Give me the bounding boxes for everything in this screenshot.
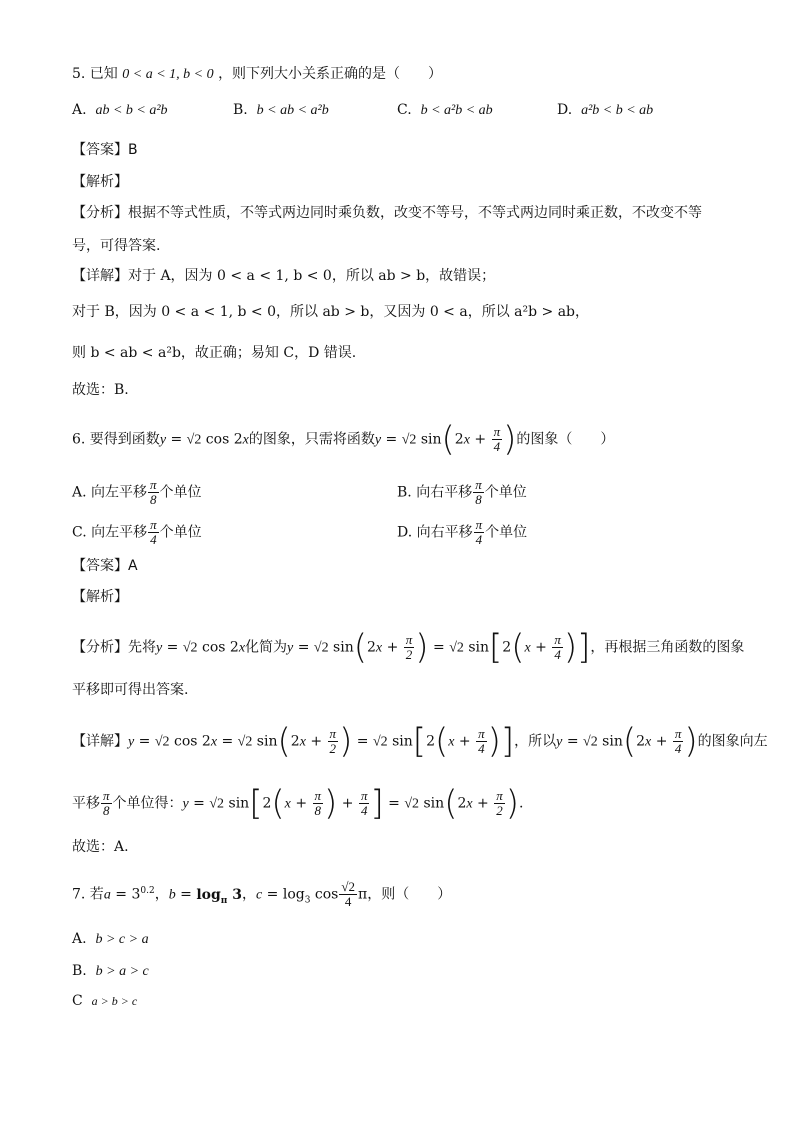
q5-stem — [72, 64, 722, 85]
q7-stem: 7. 若$a = 3^{0.2}$，$b = \log_\pi 3$，$c = \log_3 \cos$ $\frac{√2}{4}$ π，则（ ） — [72, 879, 452, 909]
q6-choose: 故选：A. — [72, 839, 129, 855]
q7-option-c: C a > b > c — [72, 993, 138, 1009]
q6-xiangjie-line1: 【详解】y = √2 cos 2x = √2 sin(2x + $\frac{\pi}{2}$ ) = √2 sin[2(x + $\frac{\pi}{4}$ )]，所以y = √2 sin(2x + $\frac{\pi}{4}$ )的图象向左 — [72, 721, 768, 762]
q6-jiexi: 【解析】 — [72, 589, 128, 605]
q5-option-c: C. b < a²b < ab — [397, 102, 493, 118]
q5-option-b: B. b < ab < a²b — [233, 102, 329, 118]
q6-option-a: A. 向左平移 $\frac{\pi}{8}$ 个单位 — [72, 477, 202, 507]
q6-option-d: D. 向右平移 $\frac{\pi}{4}$ 个单位 — [397, 517, 528, 547]
q5-stem-suffix: ，则下列大小关系正确的是（ ） — [218, 66, 443, 82]
q5-fenxi-line2: 号，可得答案. — [72, 238, 161, 254]
q6-stem: 6. 要得到函数y = √2 cos 2x的图象，只需将函数y = √2 sin(2x + $\frac{\pi}{4}$ )的图象（ ） — [72, 419, 615, 460]
q5-stem-math: 0 < a < 1, b < 0 — [122, 67, 214, 82]
q5-jiexi: 【解析】 — [72, 174, 128, 190]
q5-option-d: D. a²b < b < ab — [557, 102, 654, 118]
q5-stem-prefix: 5. 已知 — [72, 66, 118, 82]
q7-option-a: A. b > c > a — [72, 931, 149, 947]
q5-choose: 故选：B. — [72, 382, 129, 398]
q5-xiangjie-line2: 对于 B，因为 0 < a < 1, b < 0，所以 ab > b，又因为 0 < a，所以 a²b > ab， — [72, 304, 590, 320]
q6-answer: 【答案】A — [72, 558, 138, 574]
q6-option-c: C. 向左平移 $\frac{\pi}{4}$ 个单位 — [72, 517, 202, 547]
q5-xiangjie-line1: 【详解】对于 A，因为 0 < a < 1, b < 0，所以 ab > b，故错误； — [72, 268, 496, 284]
q6-xiangjie-line2: 平移 $\frac{\pi}{8}$ 个单位得：y = √2 sin[2(x + $\frac{\pi}{8}$ ) + $\frac{\pi}{4}$ ] = √2 sin(2x + $\frac{\pi}{2}$ ). — [72, 783, 524, 824]
q6-option-b: B. 向右平移 $\frac{\pi}{8}$ 个单位 — [397, 477, 527, 507]
q7-option-b: B. b > a > c — [72, 963, 149, 979]
q5-option-a: A. ab < b < a²b — [72, 102, 168, 118]
q6-fenxi-line1: 【分析】先将y = √2 cos 2x化简为y = √2 sin(2x + $\frac{\pi}{2}$ ) = √2 sin[2(x + $\frac{\pi}{4}$ )]，再根据三角函数的图象 — [72, 627, 745, 668]
q5-fenxi-line1: 【分析】根据不等式性质，不等式两边同时乘负数，改变不等号，不等式两边同时乘正数，不改变不等 — [72, 205, 702, 221]
q6-fenxi-line2: 平移即可得出答案. — [72, 682, 189, 698]
q5-xiangjie-line3: 则 b < ab < a²b，故正确；易知 C，D 错误. — [72, 345, 357, 361]
q5-answer: 【答案】B — [72, 142, 138, 158]
